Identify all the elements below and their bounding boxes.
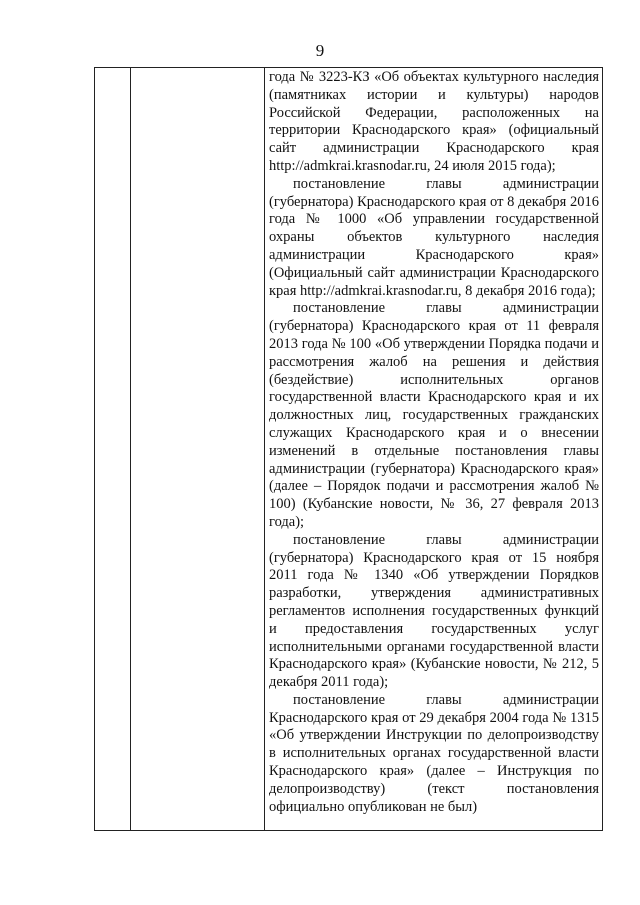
paragraph-resolution-1340: постановление главы администрации (губернатора) Краснодарского края от 15 ноября 2011 года № 1340 «Об утверждении Порядков разработки, утверждения административных регламентов исполнения государственных функций и предоставления государственных услуг исполнительными органами государственной власти Краснодарского края» (Кубанские новости, № 212, 5 декабря 2011 года); (269, 531, 599, 691)
legal-acts-cell (269, 69, 599, 816)
document-table (94, 67, 603, 831)
page-number: 9 (315, 41, 325, 60)
paragraph-law-3223: года № 3223-КЗ «Об объектах культурного наследия (памятниках истории и культуры) народов Российской Федерации, расположенных на территории Краснодарского края» (официальный сайт администрации Краснодарского края http://admkrai.krasnodar.ru, 24 июля 2015 года); (269, 69, 599, 174)
paragraph-resolution-1000: постановление главы администрации (губернатора) Краснодарского края от 8 декабря 2016 года № 1000 «Об управлении государственной охраны объектов культурного наследия администрации Краснодарского края» (Официальный сайт администрации Краснодарского края http://admkrai.krasnodar.ru, 8 декабря 2016 года); (269, 175, 599, 299)
column-divider-1 (130, 68, 131, 830)
column-divider-2 (264, 68, 265, 830)
paragraph-resolution-1315: постановление главы администрации Краснодарского края от 29 декабря 2004 года № 1315 «Об утверждении Инструкции по делопроизводству в исполнительных органах государственной власти Краснодарского края» (далее – Инструкция по делопроизводству) (текст постановления официально опубликован не был) (269, 691, 599, 815)
paragraph-resolution-100: постановление главы администрации (губернатора) Краснодарского края от 11 февраля 2013 года № 100 «Об утверждении Порядка подачи и рассмотрения жалоб на решения и действия (бездействие) исполнительных органов государственной власти Краснодарского края и их должностных лиц, государственных гражданских служащих Краснодарского края и о внесении изменений в отдельные постановления главы администрации (губернатора) Краснодарского края» (далее – Порядок подачи и рассмотрения жалоб № 100) (Кубанские новости, № 36, 27 февраля 2013 года); (269, 300, 599, 530)
